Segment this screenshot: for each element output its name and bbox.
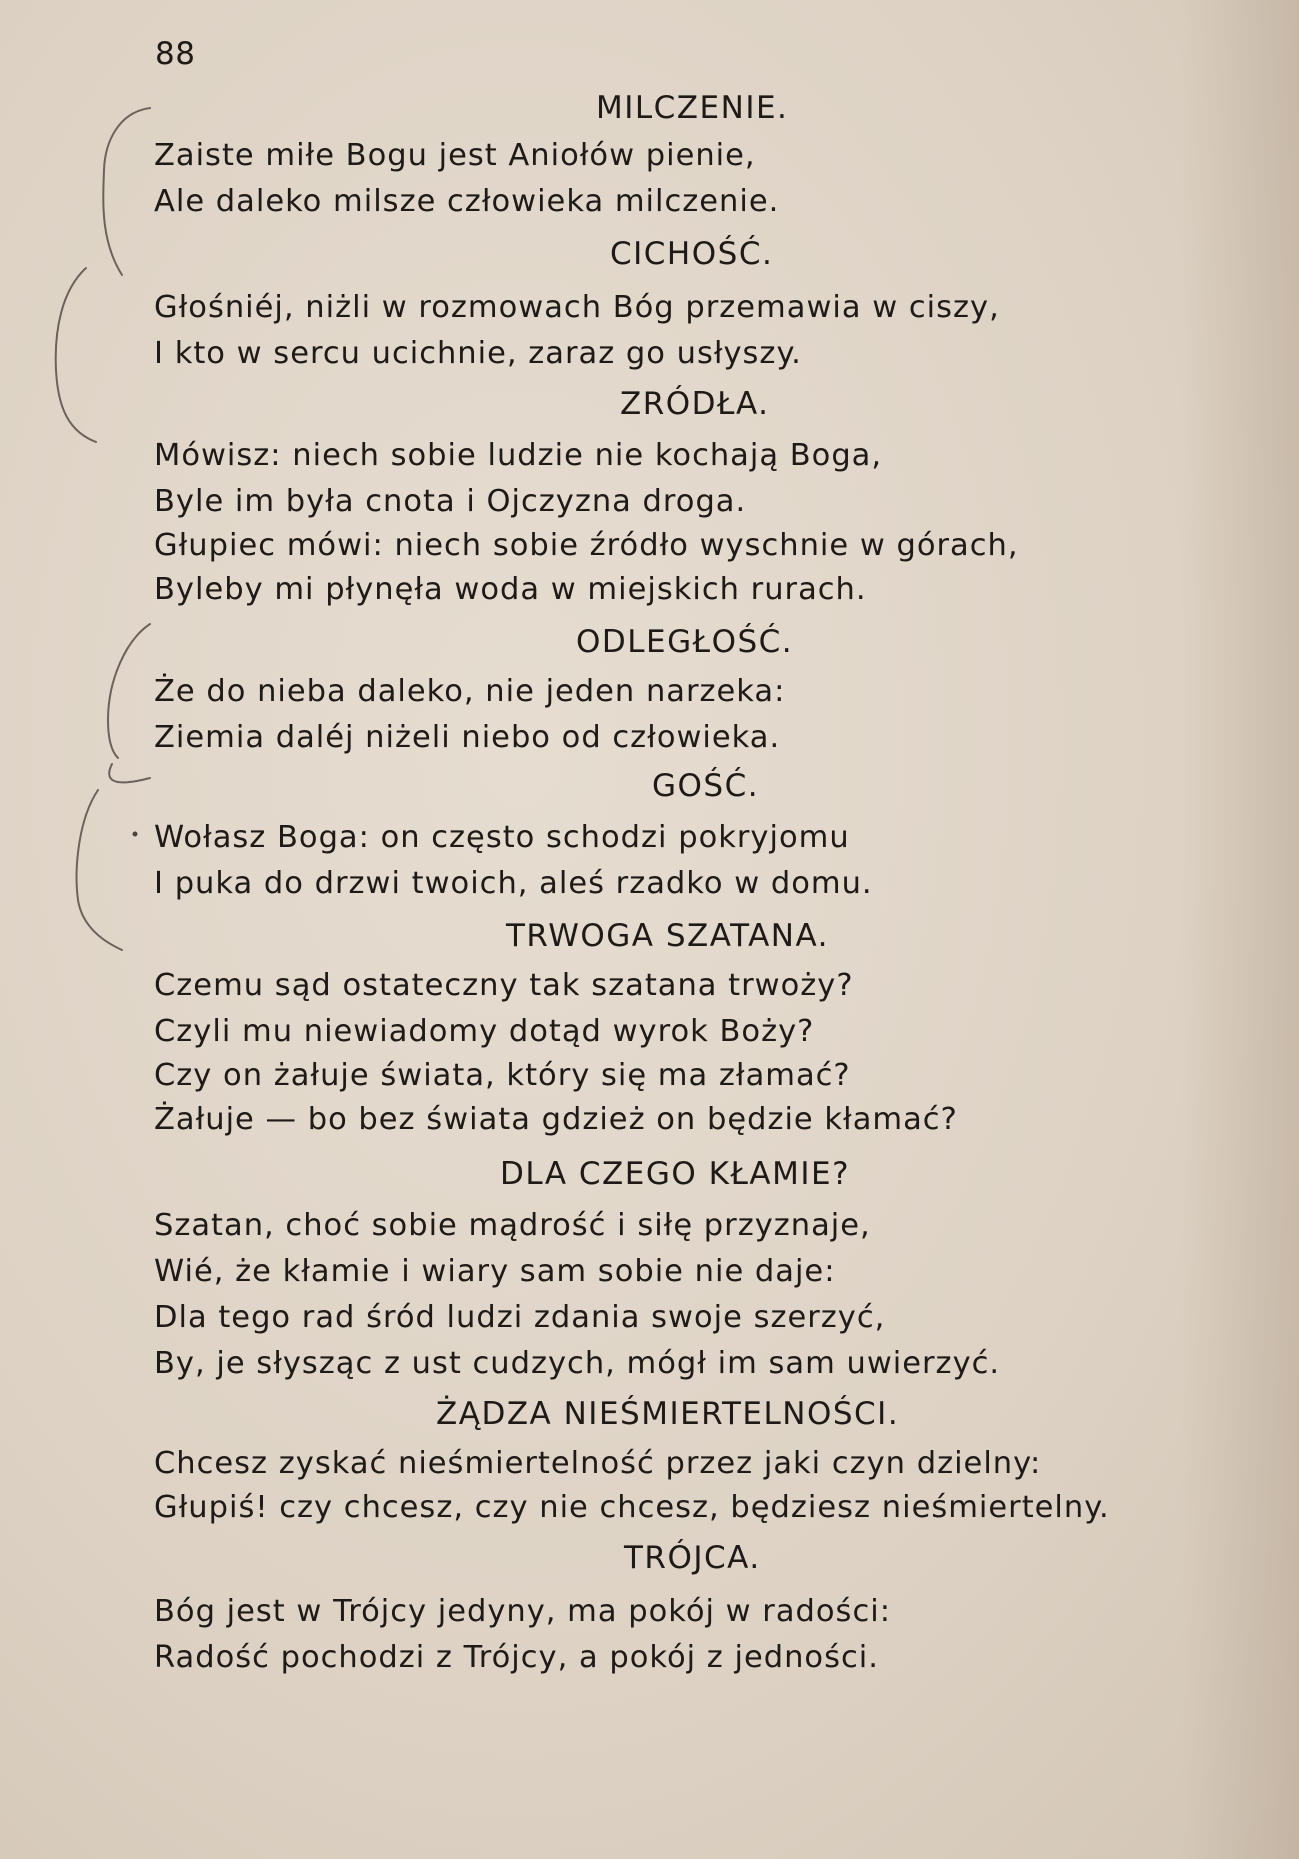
verse-line: Szatan, choć sobie mądrość i siłę przyznaje, [154,1208,871,1243]
heading-cichosc: CICHOŚĆ. [610,236,774,272]
verse-line: Czyli mu niewiadomy dotąd wyrok Boży? [154,1014,815,1049]
verse-line: Ale daleko milsze człowieka milczenie. [154,184,780,219]
verse-line: Że do nieba daleko, nie jeden narzeka: [154,674,786,709]
verse-line: Zaiste miłe Bogu jest Aniołów pienie, [154,138,756,173]
verse-line: Mówisz: niech sobie ludzie nie kochają Boga, [154,438,883,473]
verse-line: Chcesz zyskać nieśmiertelność przez jaki czyn dzielny: [154,1446,1042,1481]
verse-line: Czemu sąd ostateczny tak szatana trwoży? [154,968,854,1003]
heading-milczenie: MILCZENIE. [596,90,789,126]
verse-line: Byleby mi płynęła woda w miejskich rurach. [154,572,867,607]
verse-line: Ziemia daléj niżeli niebo od człowieka. [154,720,781,755]
heading-trwoga-szatana: TRWOGA SZATANA. [506,918,830,954]
heading-trojca: TRÓJCA. [624,1540,761,1576]
verse-line: I kto w sercu ucichnie, zaraz go usłyszy. [154,336,802,371]
verse-line: Głośniéj, niżli w rozmowach Bóg przemawia w ciszy, [154,290,1000,325]
verse-line: Żałuje — bo bez świata gdzież on będzie kłamać? [154,1102,958,1137]
verse-line: Bóg jest w Trójcy jedyny, ma pokój w radości: [154,1594,891,1629]
heading-zrodla: ZRÓDŁA. [620,386,770,422]
verse-line: Dla tego rad śród ludzi zdania swoje szerzyć, [154,1300,886,1335]
page-number: 88 [155,36,196,72]
verse-line: By, je słysząc z ust cudzych, mógł im sam uwierzyć. [154,1346,1001,1381]
verse-line: Głupiec mówi: niech sobie źródło wyschnie w górach, [154,528,1019,563]
heading-dla-czego-klamie: DLA CZEGO KŁAMIE? [500,1156,851,1192]
heading-gosc: GOŚĆ. [652,768,760,804]
verse-line: Radość pochodzi z Trójcy, a pokój z jedności. [154,1640,879,1675]
verse-line: Czy on żałuje świata, który się ma złamać? [154,1058,851,1093]
verse-line: Wié, że kłamie i wiary sam sobie nie daje: [154,1254,836,1289]
verse-line: Głupiś! czy chcesz, czy nie chcesz, będziesz nieśmiertelny. [154,1490,1110,1525]
heading-odleglosc: ODLEGŁOŚĆ. [576,624,794,660]
verse-line: I puka do drzwi twoich, aleś rzadko w domu. [154,866,873,901]
heading-zadza-niesmiertelnosci: ŻĄDZA NIEŚMIERTELNOŚCI. [436,1396,900,1432]
verse-line: Byle im była cnota i Ojczyzna droga. [154,484,747,519]
verse-line: Wołasz Boga: on często schodzi pokryjomu [154,820,850,855]
